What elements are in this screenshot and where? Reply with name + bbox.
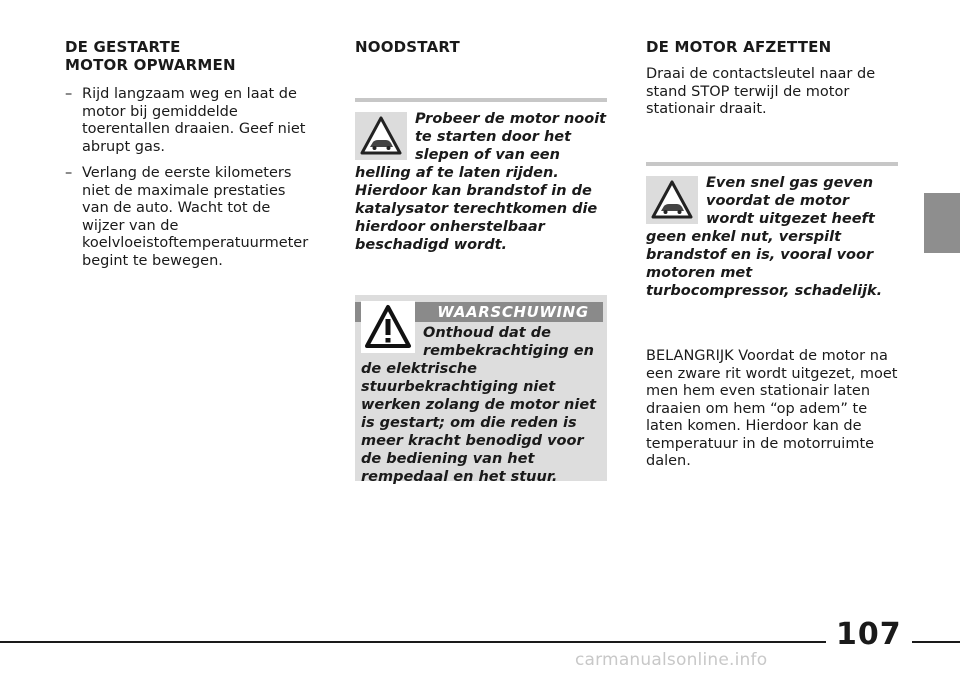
warning-box: [355, 295, 607, 485]
dash-bullet: –: [65, 165, 73, 181]
warning-banner: WAARSCHUWING: [355, 302, 603, 322]
heading-engine-stop: DE MOTOR AFZETTEN: [646, 38, 832, 56]
car-warning-icon: [355, 112, 407, 160]
note-text: Probeer de motor nooit te starten door het slepen of van een helling af te laten rijden. Hierdoor kan brandstof in de katalysator terechtkomen die hierdoor onherstelbaar beschadigd wordt.: [355, 111, 607, 253]
section-emergency-start: [355, 38, 607, 56]
note-emergency-start: [355, 98, 607, 254]
watermark: carmanualsonline.info: [575, 650, 768, 670]
warming-up-list: [65, 86, 315, 270]
exclamation-warning-icon: [361, 301, 415, 353]
important-paragraph: BELANGRIJK Voordat de motor na een zware rit wordt uitgezet, moet men hem even stationair laten draaien om hem “op adem” te laten komen. Hierdoor kan de temperatuur in de motorruimte dalen.: [646, 348, 898, 469]
footer-rule: [0, 641, 960, 643]
list-item-text: Rijd langzaam weg en laat de motor bij gemiddelde toerentallen draaien. Geef niet abrupt gas.: [82, 86, 306, 155]
heading-warming-up: DE GESTARTE MOTOR OPWARMEN: [65, 38, 236, 74]
car-warning-icon: [646, 176, 698, 224]
note-text: Even snel gas geven voordat de motor wordt uitgezet heeft geen enkel nut, verspilt brandstof en is, vooral voor motoren met turbocompressor, schadelijk.: [646, 175, 883, 299]
note-engine-stop: [646, 162, 898, 300]
engine-stop-intro: Draai de contactsleutel naar de stand STOP terwijl de motor stationair draait.: [646, 66, 876, 117]
heading-emergency-start: NOODSTART: [355, 38, 460, 56]
warning-text: Onthoud dat de rembekrachtiging en de elektrische stuurbekrachtiging niet werken zolang de motor niet is gestart; om die reden is meer kracht benodigd voor de bediening van het rempedaal en het stuur.: [361, 325, 597, 485]
list-item: [65, 165, 315, 270]
section-warming-up: [65, 38, 315, 279]
section-thumb-tab: [924, 193, 960, 253]
list-item: [65, 86, 315, 156]
section-engine-stop: [646, 38, 901, 119]
dash-bullet: –: [65, 86, 73, 102]
page-number: 107: [826, 618, 912, 652]
list-item-text: Verlang de eerste kilometers niet de maximale prestaties van de auto. Wacht tot de wijzer van de koelvloeistoftemperatuurmeter begint te bewegen.: [82, 165, 309, 269]
